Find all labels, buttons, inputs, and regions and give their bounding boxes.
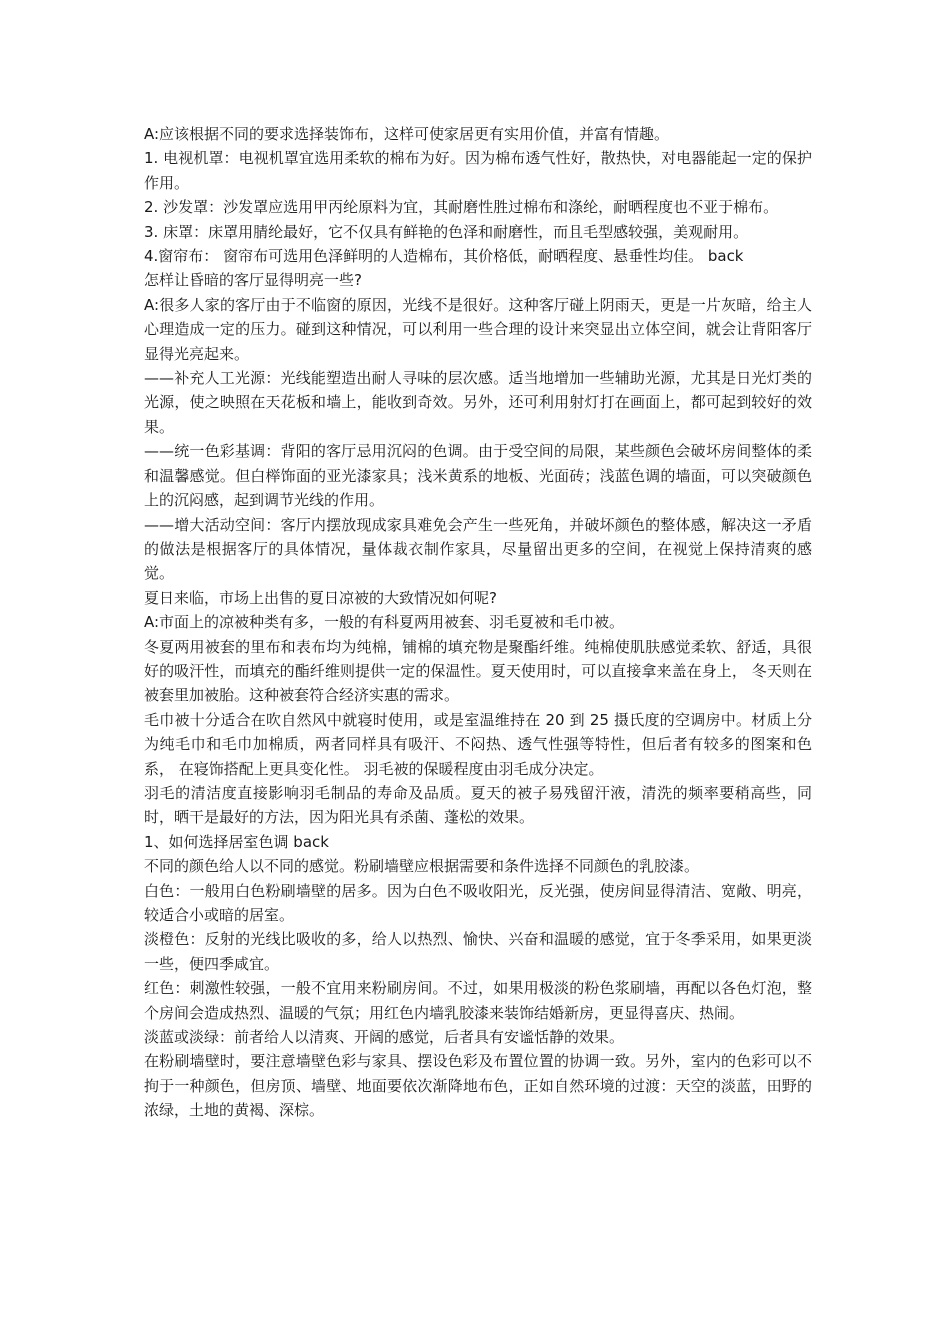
paragraph-artificial-light: ——补充人工光源：光线能塑造出耐人寻味的层次感。适当地增加一些辅助光源，尤其是日光灯类的光源，使之映照在天花板和墙上，能收到奇效。另外，还可利用射灯打在画面上，都可起到较好的效果。: [144, 369, 812, 436]
paragraph-curtain-fabric: 4.窗帘布： 窗帘布可选用色泽鲜明的人造棉布，其价格低，耐晒程度、悬垂性均佳。 back: [144, 247, 744, 266]
question-dark-living-room: 怎样让昏暗的客厅显得明亮一些?: [144, 271, 362, 290]
paragraph-white: 白色：一般用白色粉刷墙壁的居多。因为白色不吸收阳光，反光强，使房间显得清洁、宽敞、明亮，较适合小或暗的居室。: [144, 881, 812, 924]
paragraph-light-orange: 淡橙色：反射的光线比吸收的多，给人以热烈、愉快、兴奋和温暖的感觉，宜于冬季采用，如果更淡一些，便四季咸宜。: [144, 930, 812, 973]
paragraph-more-space: ——增大活动空间：客厅内摆放现成家具难免会产生一些死角，并破坏颜色的整体感，解决这一矛盾的做法是根据客厅的具体情况，量体裁衣制作家具，尽量留出更多的空间，在视觉上保持清爽的感觉。: [144, 515, 812, 583]
document-body: [144, 122, 812, 1123]
paragraph-dual-season-cover: 冬夏两用被套的里布和表布均为纯棉，铺棉的填充物是聚酯纤维。纯棉使肌肤感觉柔软、舒适，具很好的吸汗性，而填充的酯纤维则提供一定的保温性。夏天使用时，可以直接拿来盖在身上， 冬天则在被套里加被胎。这种被套符合经济实惠的需求。: [144, 637, 812, 705]
heading-room-color: 1、如何选择居室色调 back: [144, 832, 329, 851]
paragraph-bed-cover: 3. 床罩：床罩用腈纶最好，它不仅具有鲜艳的色泽和耐磨性，而且毛型感较强，美观耐用。: [144, 222, 749, 241]
paragraph-red: 红色：刺激性较强，一般不宜用来粉刷房间。不过，如果用极淡的粉色浆刷墙，再配以各色灯泡，整个房间会造成热烈、温暖的气氛；用红色内墙乳胶漆来装饰结婚新房，更显得喜庆、热闹。: [144, 979, 812, 1022]
paragraph-light-blue-green: 淡蓝或淡绿：前者给人以清爽、开阔的感觉，后者具有安谧恬静的效果。: [144, 1028, 625, 1047]
paragraph-unified-color: ——统一色彩基调：背阳的客厅忌用沉闷的色调。由于受空间的局限，某些颜色会破坏房间整体的柔和温馨感觉。但白榉饰面的亚光漆家具；浅米黄系的地板、光面砖；浅蓝色调的墙面，可以突破颜色上的沉闷感，起到调节光线的作用。: [144, 442, 812, 510]
question-summer-quilt: 夏日来临，市场上出售的夏日凉被的大致情况如何呢?: [144, 588, 497, 607]
paragraph-feather-cleanliness: 羽毛的清洁度直接影响羽毛制品的寿命及品质。夏天的被子易残留汗液，清洗的频率要稍高些，同时，晒干是最好的方法，因为阳光具有杀菌、蓬松的效果。: [144, 783, 812, 827]
paragraph-answer-quilt-types: A:市面上的凉被种类有多，一般的有科夏两用被套、羽毛夏被和毛巾被。: [144, 613, 625, 632]
paragraph-towel-quilt: 毛巾被十分适合在吹自然风中就寝时使用，或是室温维持在 20 到 25 摄氏度的空调房中。材质上分为纯毛巾和毛巾加棉质，两者同样具有吸汗、不闷热、透气性强等特性，但后者有较多的图案和色系， 在寝饰搭配上更具变化性。 羽毛被的保暖程度由羽毛成分决定。: [144, 710, 812, 778]
paragraph-tv-cover: 1. 电视机罩：电视机罩宜选用柔软的棉布为好。因为棉布透气性好，散热快，对电器能起一定的保护作用。: [144, 149, 812, 192]
paragraph-painting-advice: 在粉刷墙壁时，要注意墙壁色彩与家具、摆设色彩及布置位置的协调一致。另外，室内的色彩可以不拘于一种颜色，但房顶、墙壁、地面要依次渐降地布色，正如自然环境的过渡：天空的淡蓝，田野的浓绿，土地的黄褐、深棕。: [144, 1052, 812, 1120]
paragraph-sofa-cover: 2. 沙发罩：沙发罩应选用甲丙纶原料为宜，其耐磨性胜过棉布和涤纶，耐晒程度也不亚于棉布。: [144, 198, 779, 217]
paragraph-answer-decor-fabric: A:应该根据不同的要求选择装饰布，这样可使家居更有实用价值，并富有情趣。: [144, 125, 670, 143]
paragraph-answer-living-room: A:很多人家的客厅由于不临窗的原因，光线不是很好。这种客厅碰上阴雨天，更是一片灰暗，给主人心理造成一定的压力。碰到这种情况，可以利用一些合理的设计来突显出立体空间，就会让背阳客厅显得光亮起来。: [144, 295, 812, 363]
paragraph-color-intro: 不同的颜色给人以不同的感觉。粉刷墙壁应根据需要和条件选择不同颜色的乳胶漆。: [144, 857, 700, 876]
